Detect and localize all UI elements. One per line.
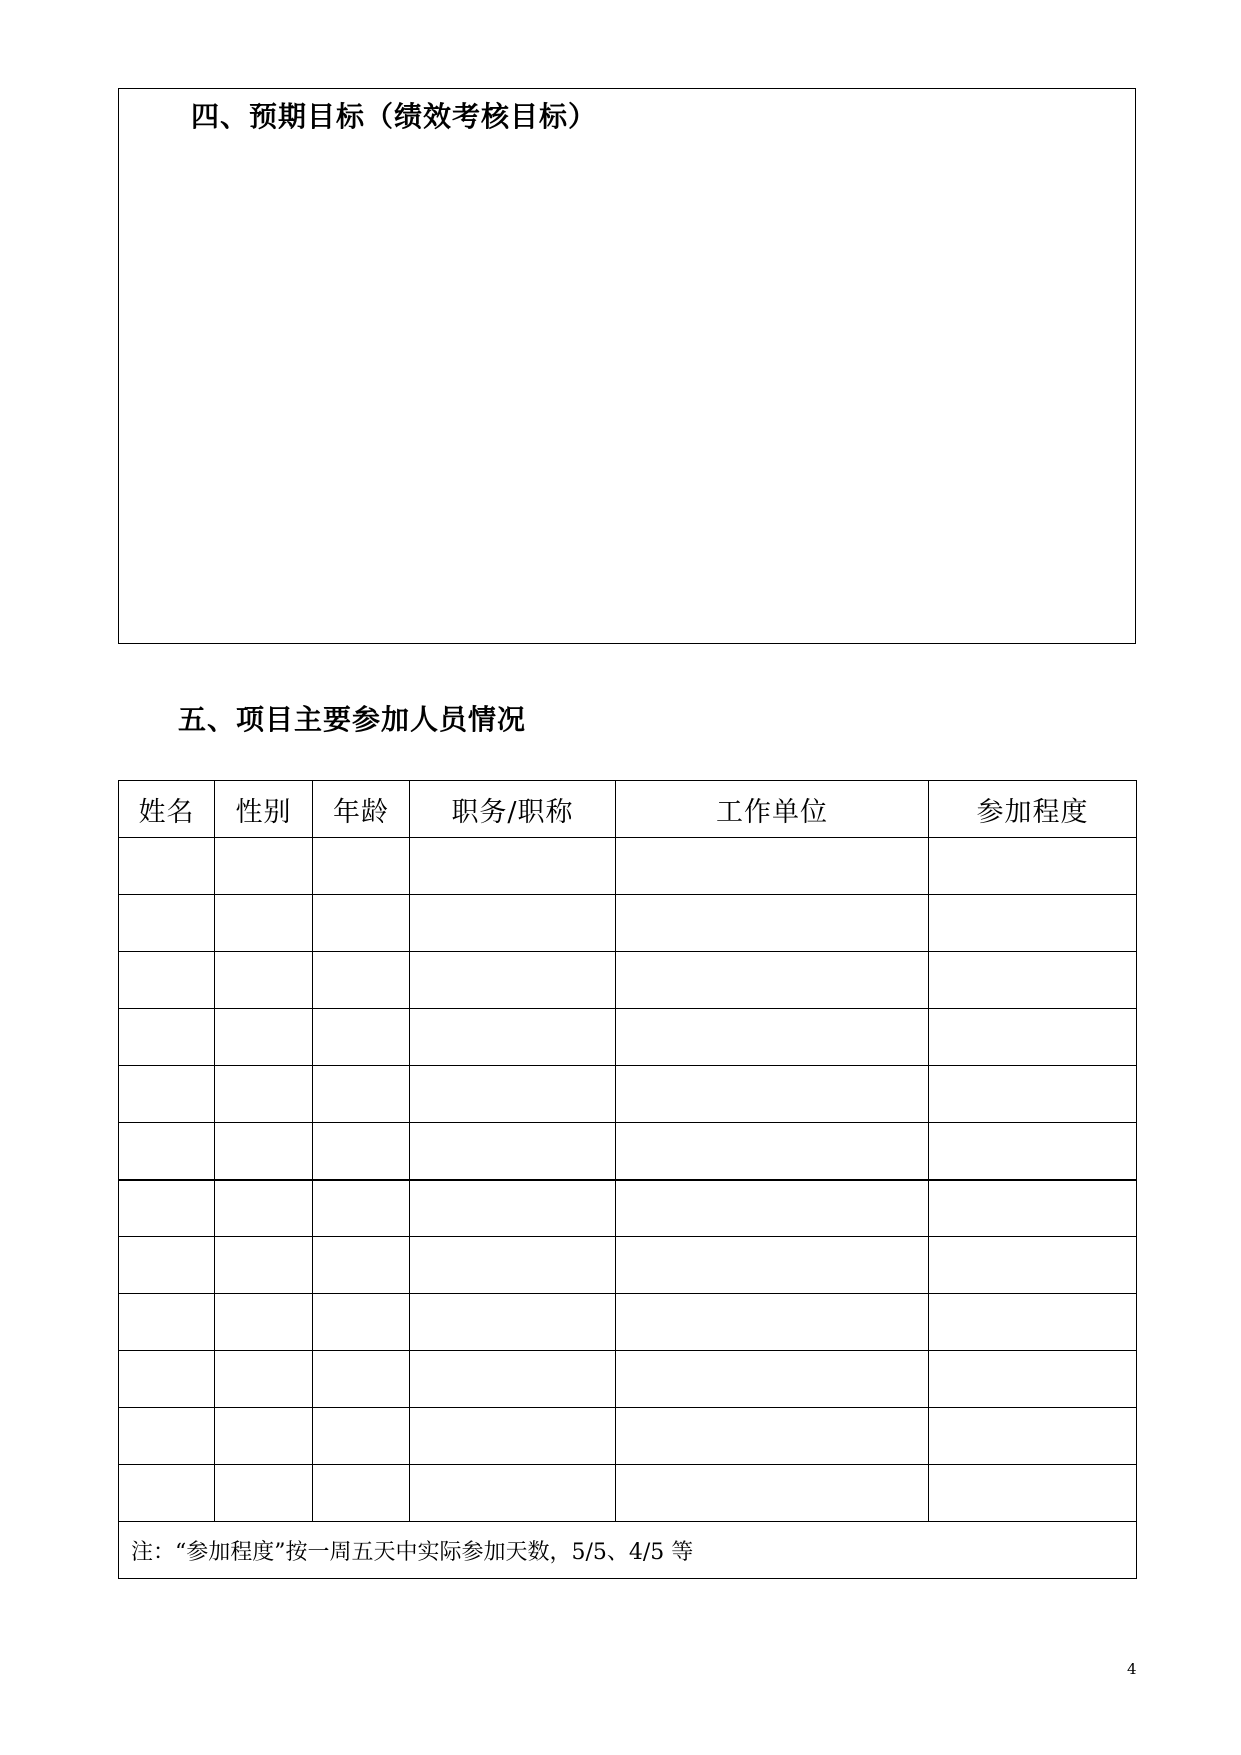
table-cell[interactable] [313, 1066, 410, 1123]
table-cell[interactable] [929, 1009, 1137, 1066]
table-cell[interactable] [616, 1066, 929, 1123]
table-cell[interactable] [929, 1408, 1137, 1465]
table-cell[interactable] [929, 895, 1137, 952]
table-cell[interactable] [119, 1237, 215, 1294]
table-cell[interactable] [215, 1465, 313, 1522]
table-cell[interactable] [215, 1123, 313, 1180]
header-age: 年龄 [313, 781, 410, 838]
page-number: 4 [1127, 1660, 1137, 1678]
table-cell[interactable] [616, 952, 929, 1009]
table-cell[interactable] [215, 1066, 313, 1123]
table-row [119, 1351, 1137, 1408]
table-header-row [119, 781, 1137, 838]
table-cell[interactable] [929, 1180, 1137, 1237]
table-cell[interactable] [616, 838, 929, 895]
header-position-title: 职务/职称 [410, 781, 616, 838]
table-row [119, 1465, 1137, 1522]
table-cell[interactable] [616, 1294, 929, 1351]
table-row [119, 838, 1137, 895]
table-row [119, 895, 1137, 952]
table-cell[interactable] [313, 838, 410, 895]
table-cell[interactable] [410, 952, 616, 1009]
table-cell[interactable] [119, 952, 215, 1009]
table-cell[interactable] [215, 1237, 313, 1294]
table-row [119, 952, 1137, 1009]
table-cell[interactable] [616, 895, 929, 952]
table-cell[interactable] [119, 895, 215, 952]
table-cell[interactable] [929, 1351, 1137, 1408]
header-participation: 参加程度 [929, 781, 1137, 838]
table-cell[interactable] [410, 1180, 616, 1237]
table-cell[interactable] [119, 1066, 215, 1123]
table-cell[interactable] [410, 1408, 616, 1465]
table-cell[interactable] [410, 1009, 616, 1066]
table-cell[interactable] [215, 952, 313, 1009]
table-cell[interactable] [119, 1465, 215, 1522]
table-cell[interactable] [929, 1465, 1137, 1522]
table-cell[interactable] [313, 1294, 410, 1351]
table-cell[interactable] [929, 1237, 1137, 1294]
table-row [119, 1066, 1137, 1123]
table-cell[interactable] [313, 1009, 410, 1066]
table-cell[interactable] [215, 1009, 313, 1066]
header-gender: 性别 [215, 781, 313, 838]
table-cell[interactable] [119, 1123, 215, 1180]
table-cell[interactable] [410, 1066, 616, 1123]
table-cell[interactable] [313, 1180, 410, 1237]
table-cell[interactable] [616, 1237, 929, 1294]
table-cell[interactable] [119, 1009, 215, 1066]
table-cell[interactable] [929, 1123, 1137, 1180]
participation-note: 注：“参加程度”按一周五天中实际参加天数，5/5、4/5 等 [119, 1522, 1137, 1579]
table-row [119, 1237, 1137, 1294]
table-cell[interactable] [119, 1408, 215, 1465]
table-cell[interactable] [616, 1351, 929, 1408]
table-cell[interactable] [119, 838, 215, 895]
table-cell[interactable] [313, 1465, 410, 1522]
table-cell[interactable] [616, 1123, 929, 1180]
expected-goals-box [118, 88, 1136, 644]
header-work-unit: 工作单位 [616, 781, 929, 838]
table-cell[interactable] [616, 1009, 929, 1066]
table-cell[interactable] [410, 1294, 616, 1351]
header-name: 姓名 [119, 781, 215, 838]
section-five-title: 五、项目主要参加人员情况 [178, 703, 527, 736]
table-cell[interactable] [929, 838, 1137, 895]
table-cell[interactable] [119, 1180, 215, 1237]
table-cell[interactable] [119, 1294, 215, 1351]
table-row [119, 1294, 1137, 1351]
table-cell[interactable] [929, 1294, 1137, 1351]
table-row [119, 1009, 1137, 1066]
table-cell[interactable] [410, 838, 616, 895]
table-cell[interactable] [119, 1351, 215, 1408]
table-cell[interactable] [215, 1294, 313, 1351]
table-cell[interactable] [313, 1408, 410, 1465]
table-cell[interactable] [410, 1351, 616, 1408]
table-cell[interactable] [313, 1123, 410, 1180]
section-four-title: 四、预期目标（绩效考核目标） [191, 100, 598, 133]
table-cell[interactable] [410, 1123, 616, 1180]
table-cell[interactable] [215, 838, 313, 895]
table-cell[interactable] [215, 1408, 313, 1465]
table-cell[interactable] [313, 952, 410, 1009]
staff-table [118, 780, 1137, 1579]
table-row [119, 1408, 1137, 1465]
table-row [119, 1123, 1137, 1180]
table-cell[interactable] [313, 1237, 410, 1294]
table-row [119, 1180, 1137, 1237]
table-cell[interactable] [215, 1180, 313, 1237]
table-cell[interactable] [313, 1351, 410, 1408]
table-cell[interactable] [410, 1237, 616, 1294]
table-cell[interactable] [410, 1465, 616, 1522]
table-note-row [119, 1522, 1137, 1579]
table-cell[interactable] [410, 895, 616, 952]
table-cell[interactable] [616, 1408, 929, 1465]
table-cell[interactable] [215, 895, 313, 952]
table-cell[interactable] [616, 1465, 929, 1522]
table-cell[interactable] [215, 1351, 313, 1408]
table-cell[interactable] [929, 1066, 1137, 1123]
table-cell[interactable] [313, 895, 410, 952]
table-cell[interactable] [616, 1180, 929, 1237]
table-cell[interactable] [929, 952, 1137, 1009]
